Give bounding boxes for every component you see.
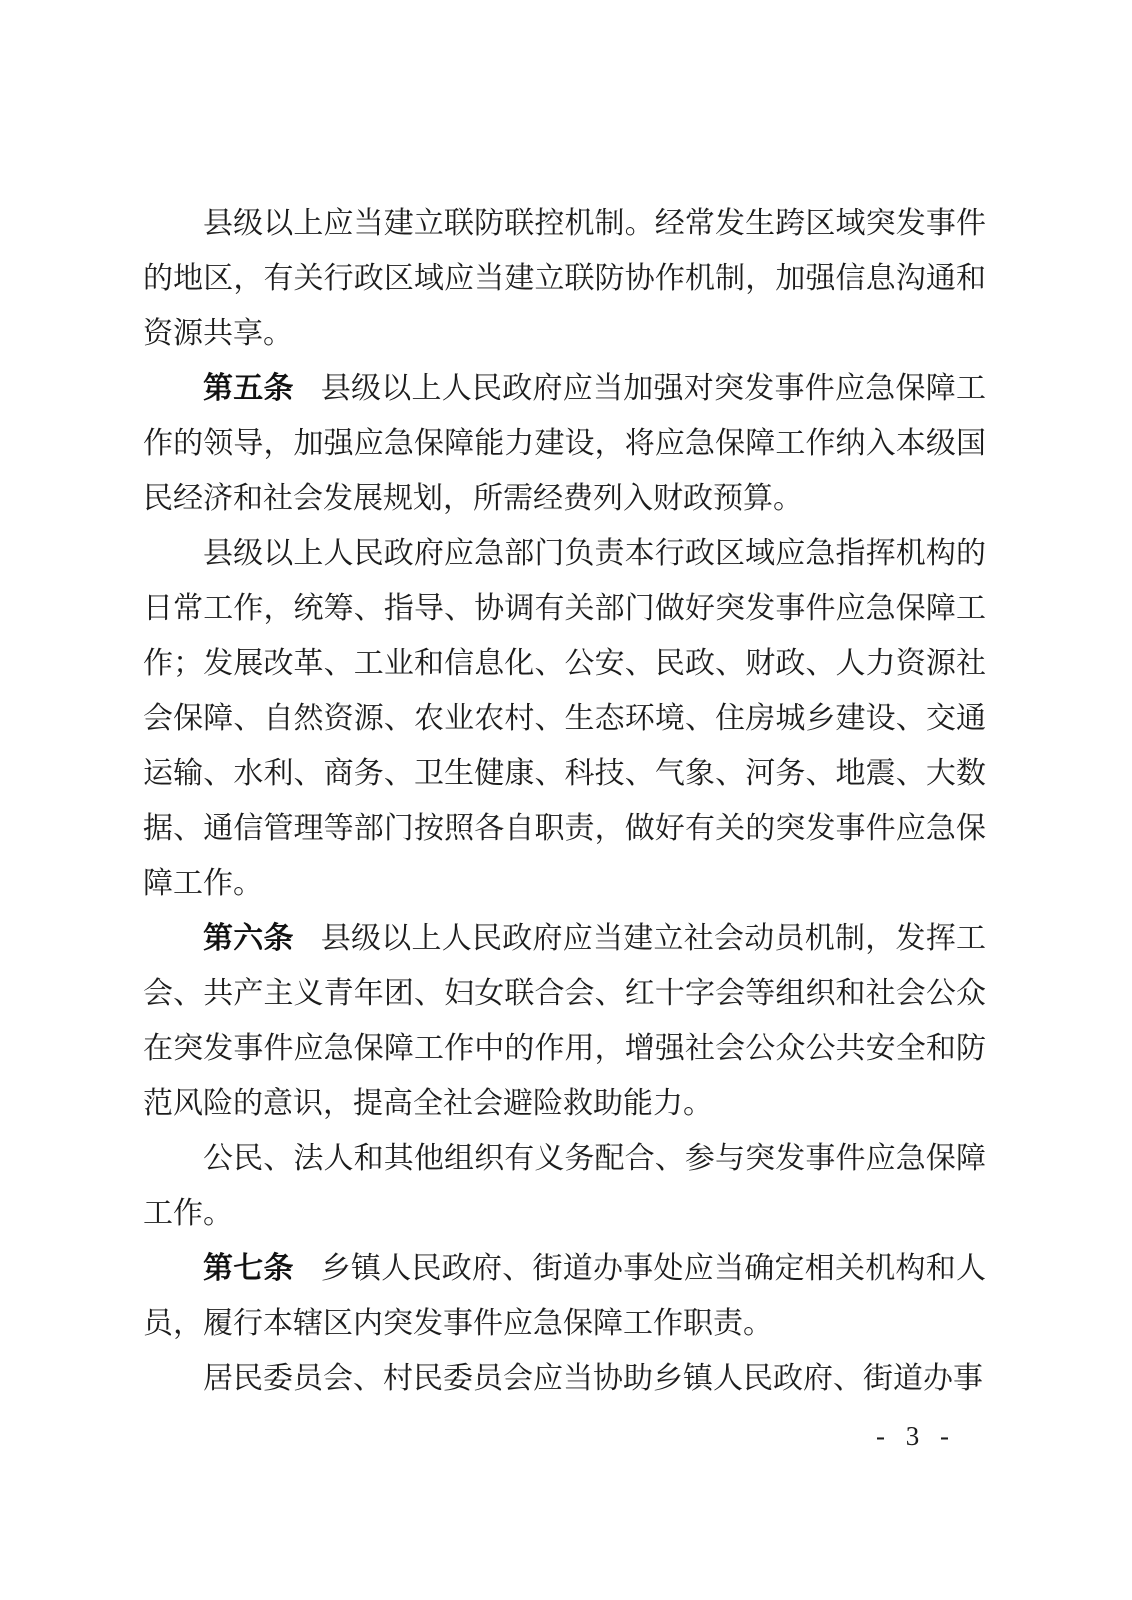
paragraph-text: 居民委员会、村民委员会应当协助乡镇人民政府、街道办事 <box>203 1362 983 1395</box>
clause-number: 第七条 <box>203 1252 294 1285</box>
paragraph-text: 县级以上人民政府应当建立社会动员机制，发挥工会、共产主义青年团、妇女联合会、红十字会等组织和社会公众在突发事件应急保障工作中的作用，增强社会公众公共安全和防范风险的意识，提高全社会避险救助能力。 <box>143 922 986 1120</box>
paragraph-text: 乡镇人民政府、街道办事处应当确定相关机构和人员，履行本辖区内突发事件应急保障工作职责。 <box>143 1252 986 1340</box>
paragraph-text: 县级以上应当建立联防联控机制。经常发生跨区域突发事件的地区，有关行政区域应当建立联防协作机制，加强信息沟通和资源共享。 <box>143 207 986 350</box>
paragraph-text: 公民、法人和其他组织有义务配合、参与突发事件应急保障工作。 <box>143 1142 986 1230</box>
paragraph <box>143 1131 986 1241</box>
paragraph-clause-6 <box>143 911 986 1131</box>
paragraph-text: 县级以上人民政府应急部门负责本行政区域应急指挥机构的日常工作，统筹、指导、协调有关部门做好突发事件应急保障工作；发展改革、工业和信息化、公安、民政、财政、人力资源社会保障、自然资源、农业农村、生态环境、住房城乡建设、交通运输、水利、商务、卫生健康、科技、气象、河务、地震、大数据、通信管理等部门按照各自职责，做好有关的突发事件应急保障工作。 <box>143 537 986 900</box>
paragraph <box>143 526 986 911</box>
clause-number: 第六条 <box>203 922 294 955</box>
clause-number: 第五条 <box>203 372 294 405</box>
paragraph-text: 县级以上人民政府应当加强对突发事件应急保障工作的领导，加强应急保障能力建设，将应急保障工作纳入本级国民经济和社会发展规划，所需经费列入财政预算。 <box>143 372 986 515</box>
paragraph-clause-7 <box>143 1241 986 1351</box>
paragraph <box>143 196 986 361</box>
document-body <box>143 196 986 1406</box>
paragraph <box>143 1351 986 1406</box>
paragraph-clause-5 <box>143 361 986 526</box>
page-number: - 3 - <box>876 1421 956 1451</box>
